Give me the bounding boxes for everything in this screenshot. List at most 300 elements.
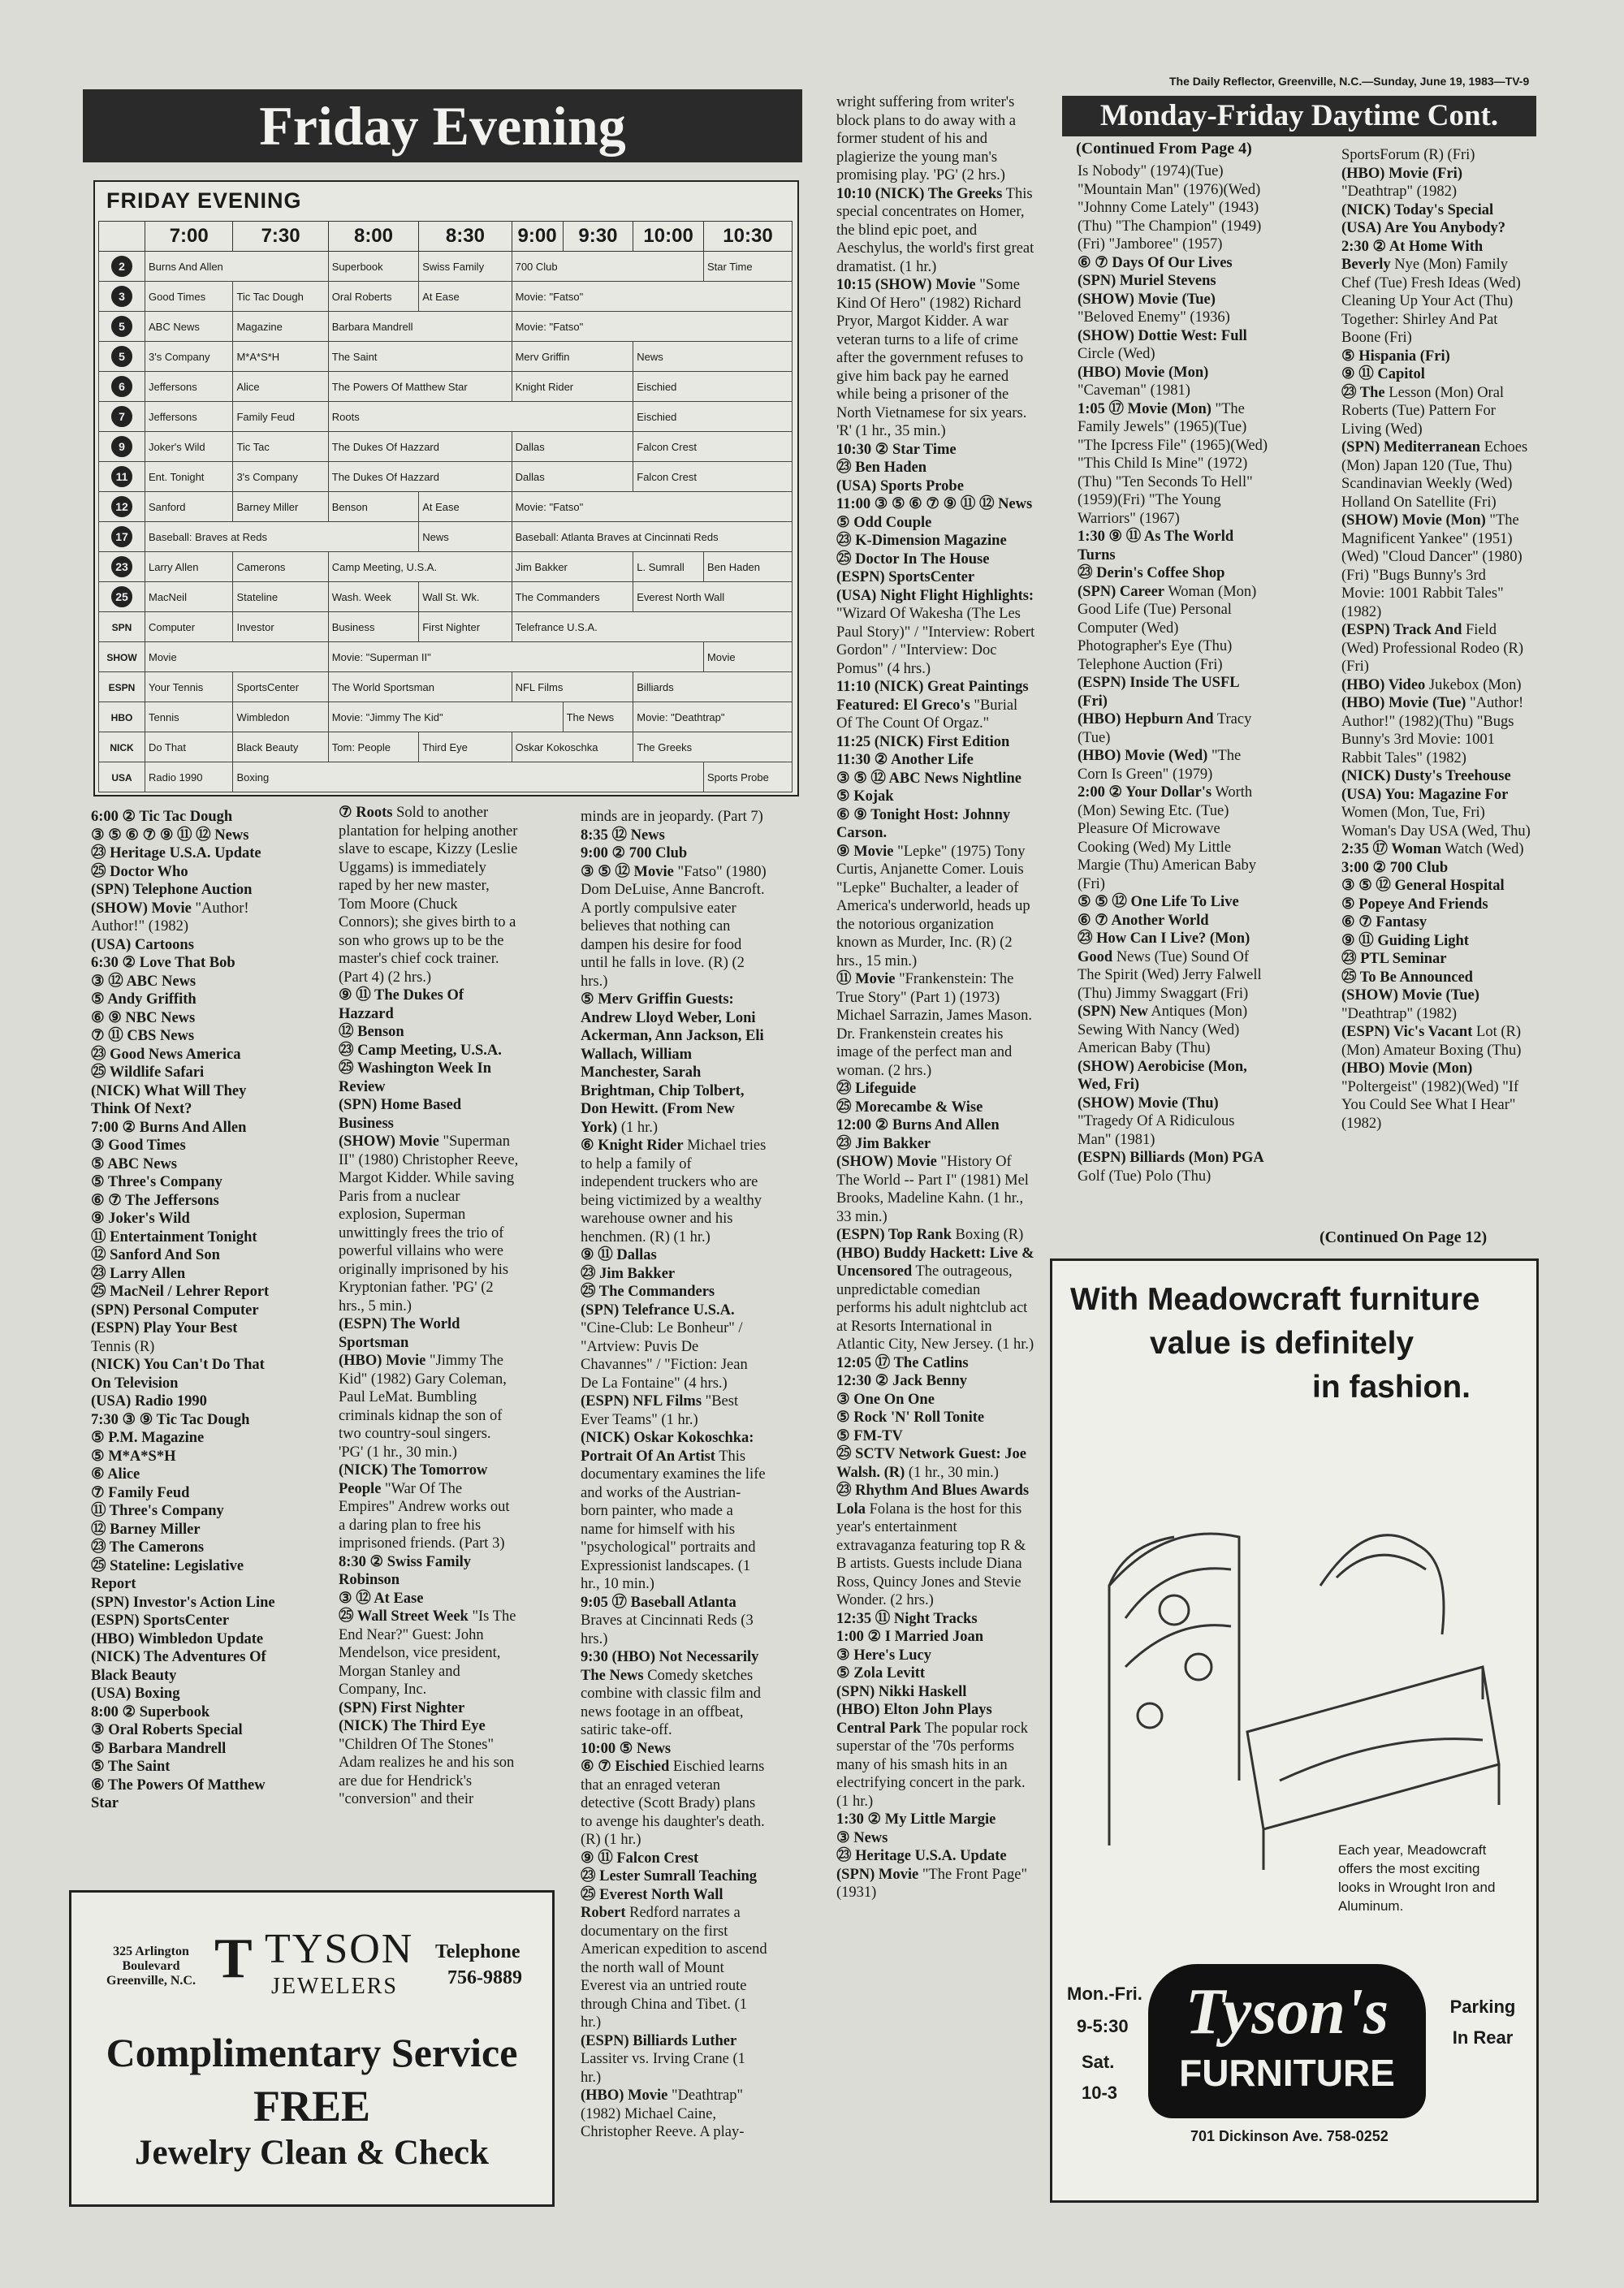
listing-title: ⑥ ⑦ Another World — [1078, 912, 1209, 929]
listing-entry: (ESPN) NFL Films "Best Ever Teams" (1 hr.) — [581, 1393, 739, 1428]
listing-title: 1:30 ⑨ ⑪ As The World Turns — [1078, 529, 1234, 563]
listing-entry — [339, 986, 519, 1023]
listing-entry: ㉓ How Can I Live? (Mon) Good News (Tue) Sound Of The Spirit (Wed) Jerry Falwell (Thu) Jimmy Swaggart (Fri) — [1078, 930, 1262, 1002]
listing-entry — [91, 1356, 276, 1392]
listing-entry — [1341, 365, 1532, 384]
listing-entry — [836, 568, 1035, 587]
listing-title: ③ Oral Roberts Special — [91, 1722, 243, 1738]
listing-title: (ESPN) SportsCenter — [836, 569, 975, 585]
channel-label: NICK — [110, 741, 134, 753]
listing-entry — [836, 514, 1035, 533]
channel-label: 2 — [111, 256, 132, 277]
listing-entry — [836, 1610, 1035, 1629]
program-cell: Swiss Family — [419, 252, 512, 282]
listing-title: (SPN) Nikki Haskell — [836, 1683, 967, 1700]
listing-title: ㉕ The Commanders — [581, 1284, 715, 1300]
listing-entry — [836, 1135, 1035, 1154]
listing-title: (NICK) The Tomorrow People — [339, 1462, 488, 1497]
program-cell: Baseball: Braves at Reds — [145, 522, 419, 552]
program-cell: Superbook — [328, 252, 418, 282]
grid-row — [99, 462, 793, 492]
time-header: 10:00 — [633, 222, 704, 252]
program-cell: Ben Haden — [703, 552, 792, 582]
channel-cell — [99, 252, 145, 282]
listing-title: ㉓ Ben Haden — [836, 460, 927, 476]
listing-title: (SHOW) Movie (Mon) — [1341, 512, 1486, 529]
grid-row — [99, 432, 793, 462]
program-cell: 700 Club — [512, 252, 703, 282]
listing-entry — [91, 1046, 276, 1064]
program-cell: Movie: "Deathtrap" — [633, 702, 793, 732]
program-cell: Dallas — [512, 462, 633, 492]
listing-entry: (SHOW) Movie (Tue) "Beloved Enemy" (1936) — [1078, 291, 1230, 326]
listing-entry — [91, 1466, 276, 1484]
listing-title: ㉓ Jim Bakker — [836, 1135, 931, 1152]
listing-title: ③ ⑤ ⑥ ⑦ ⑨ ⑪ ⑫ News — [91, 827, 249, 844]
grid-row — [99, 702, 793, 732]
listing-entry: (HBO) Hepburn And Tracy (Tue) — [1078, 711, 1252, 746]
listing-title: (HBO) Wimbledon Update — [91, 1630, 264, 1647]
ad-headline-3: in fashion. — [1312, 1370, 1471, 1405]
listing-title: (USA) Sports Probe — [836, 477, 964, 494]
program-cell: Jeffersons — [145, 402, 233, 432]
listing-entry: (SPN) Mediterranean Echoes (Mon) Japan 120 (Tue, Thu) Scandinavian Weekly (Wed) Holland On Satellite (Fri) — [1341, 439, 1528, 511]
listing-entry — [91, 1685, 276, 1703]
program-cell: Dallas — [512, 432, 633, 462]
listing-entry — [91, 991, 276, 1009]
program-cell: Camerons — [233, 552, 328, 582]
listing-title: 9:30 (HBO) Not Necessarily The News — [581, 1649, 759, 1684]
listing-title: ㉓ How Can I Live? (Mon) Good — [1078, 930, 1250, 965]
listing-title: ㉓ Lester Sumrall Teaching — [581, 1868, 758, 1884]
listing-title: ㉓ The Camerons — [91, 1539, 205, 1556]
listing-entry — [1341, 896, 1532, 914]
listing-title: ⑦ Roots — [339, 805, 393, 821]
listing-entry: minds are in jeopardy. (Part 7) — [581, 809, 763, 825]
listing-entry: ⑤ Merv Griffin Guests: Andrew Lloyd Weber, Loni Ackerman, Ann Jackson, Eli Wallach, William Manchester, Sarah Brightman, Chip Tolbert, Don Hewitt. (From New York) (1 hr.) — [581, 991, 764, 1136]
listing-title: 10:00 ⑤ News — [581, 1740, 672, 1757]
listing-title: (SPN) Investor's Action Line — [91, 1594, 275, 1611]
program-cell: The Dukes Of Hazzard — [328, 432, 512, 462]
program-cell: Alice — [233, 372, 328, 402]
listing-title: ㉕ Morecambe & Wise — [836, 1099, 983, 1116]
program-cell: Burns And Allen — [145, 252, 329, 282]
listing-title: ⑤ Popeye And Friends — [1341, 896, 1488, 913]
hours-sat: Sat. — [1082, 2052, 1115, 2072]
listing-entry: (ESPN) Billiards (Mon) PGA Golf (Tue) Polo (Thu) — [1078, 1150, 1264, 1185]
listing-title: (HBO) Movie (Wed) — [1078, 748, 1208, 764]
program-cell: Star Time — [703, 252, 792, 282]
listing-entry: SportsForum (R) (Fri) — [1341, 147, 1475, 163]
listing-title: ③ One On One — [836, 1391, 935, 1408]
listing-entry — [91, 1246, 276, 1265]
program-cell: Sports Probe — [703, 762, 792, 792]
listing-entry — [836, 1116, 1035, 1135]
program-cell: Wash. Week — [328, 582, 418, 612]
listing-title: (SHOW) Movie (Tue) — [1341, 987, 1479, 1004]
listing-entry: 2:35 ⑰ Woman Watch (Wed) — [1341, 841, 1524, 857]
listing-entry — [836, 1080, 1035, 1099]
listing-title: (SPN) Career — [1078, 583, 1165, 600]
listing-entry — [581, 827, 767, 845]
listing-title: ⑤ Andy Griffith — [91, 991, 197, 1008]
listing-title: (SPN) First Nighter — [339, 1699, 465, 1716]
listing-entry — [91, 1448, 276, 1466]
listing-title: (SPN) Personal Computer — [91, 1302, 259, 1319]
program-cell: The Commanders — [512, 582, 633, 612]
channel-cell — [99, 492, 145, 522]
listing-title: 6:30 ② Love That Bob — [91, 955, 235, 971]
listing-entry — [91, 1155, 276, 1174]
program-cell: First Nighter — [419, 612, 512, 642]
listing-title: ⑨ ⑪ The Dukes Of Hazzard — [339, 987, 464, 1022]
listing-title: ㉕ Wildlife Safari — [91, 1064, 205, 1081]
listing-entry — [91, 881, 276, 900]
listing-title: 7:00 ② Burns And Allen — [91, 1119, 247, 1136]
listing-title: ③ Here's Lucy — [836, 1647, 931, 1664]
furniture-address: 701 Dickinson Ave. 758-0252 — [1190, 2128, 1389, 2144]
listing-entry — [1078, 254, 1271, 273]
listing-title: 2:35 ⑰ Woman — [1341, 841, 1442, 857]
ad-free: FREE — [253, 2082, 371, 2130]
grid-row — [99, 372, 793, 402]
parking-note: Parking In Rear — [1449, 1997, 1516, 2048]
listing-title: ⑪ Entertainment Tonight — [91, 1228, 257, 1245]
friday-banner: Friday Evening — [83, 89, 802, 162]
grid-title: FRIDAY EVENING — [106, 188, 302, 213]
listing-entry — [1078, 564, 1271, 583]
listing-entry: ㉓ Rhythm And Blues Awards Lola Folana is the host for this year's entertainment extravaganza featuring top R & B artists. Guests include Diana Ross, Quincy Jones and Stevie Wonder. (2 hrs.) — [836, 1483, 1030, 1608]
listing-title: ③ ⑤ ⑫ Movie — [581, 863, 674, 880]
listing-entry — [1078, 272, 1271, 291]
listing-title: ⑫ Barney Miller — [91, 1521, 201, 1538]
ad-headline-1: With Meadowcraft furniture — [1070, 1282, 1480, 1317]
listing-title: (SPN) Home Based Business — [339, 1097, 462, 1132]
program-cell: Your Tennis — [145, 672, 233, 702]
listing-title: (ESPN) Play Your Best — [91, 1320, 238, 1336]
listing-entry — [91, 1064, 276, 1082]
listing-title: (USA) Are You Anybody? — [1341, 220, 1506, 236]
listing-entry — [1341, 932, 1532, 951]
listing-entry — [581, 1246, 767, 1265]
time-header: 8:30 — [419, 222, 512, 252]
program-cell: Sanford — [145, 492, 233, 522]
listing-title: ⑤ Three's Company — [91, 1174, 222, 1190]
program-cell: Movie — [145, 642, 329, 672]
time-header: 10:30 — [703, 222, 792, 252]
listing-title: (ESPN) Vic's Vacant — [1341, 1024, 1473, 1040]
listing-title: 2:00 ② Your Dollar's — [1078, 784, 1212, 801]
listing-title: ⑤ Merv Griffin Guests: Andrew Lloyd Weber, Loni Ackerman, Ann Jackson, Eli Wallach, William Manchester, Sarah Brightman, Chip Tolbert, Don Hewitt. (From New York) — [581, 991, 764, 1136]
listing-entry — [91, 1192, 276, 1211]
program-cell: Investor — [233, 612, 328, 642]
listing-entry — [91, 1228, 276, 1247]
friday-grid — [93, 180, 799, 796]
tyson-logo-icon: T — [214, 1928, 253, 1990]
listing-entry — [91, 1429, 276, 1448]
listing-title: ⑨ ⑪ Dallas — [581, 1247, 657, 1263]
listing-entry: 2:30 ② At Home With Beverly Nye (Mon) Family Chef (Tue) Fresh Ideas (Wed) Cleaning Up Your Act (Thu) Together: Shirley And Pat Boone (Fri) — [1341, 238, 1521, 346]
listing-entry — [91, 1302, 276, 1320]
listing-entry — [836, 1354, 1035, 1373]
listing-entry — [836, 1829, 1035, 1848]
listing-title: (NICK) The Third Eye — [339, 1718, 486, 1734]
listing-title: ⑪ Three's Company — [91, 1503, 224, 1519]
listing-title: (HBO) Movie (Tue) — [1341, 695, 1466, 711]
program-cell: The News — [563, 702, 633, 732]
listing-title: ⑨ ⑪ Capitol — [1341, 366, 1425, 382]
time-header: 7:30 — [233, 222, 328, 252]
ad-phone: 756-9889 — [447, 1967, 522, 1988]
listing-entry — [91, 1594, 276, 1612]
listings-col-1 — [91, 808, 276, 1813]
listing-title: (HBO) Movie — [339, 1353, 426, 1369]
listing-entry: (SHOW) Movie "Superman II" (1980) Christopher Reeve, Margot Kidder. While saving Paris from a nuclear explosion, Superman unwittingly frees the trio of powerful villains who were originally imprisoned by his Kryptonian father. 'PG' (2 hrs., 5 min.) — [339, 1133, 519, 1315]
listing-entry — [91, 1776, 276, 1813]
listing-entry — [91, 1392, 276, 1411]
program-cell: Billiards — [633, 672, 793, 702]
listing-title: (SHOW) Movie (Tue) — [1078, 291, 1216, 308]
listing-entry: (HBO) Movie (Mon) "Poltergeist" (1982)(Wed) "If You Could See What I Hear" (1982) — [1341, 1060, 1519, 1132]
ad-blurb: Each year, Meadowcraft offers the most exciting looks in Wrought Iron and Aluminum. — [1338, 1842, 1496, 1914]
listing-entry: ⑪ Movie "Frankenstein: The True Story" (Part 1) (1973) Michael Sarrazin, James Mason. Dr. Frankenstein creates his image of the perfect man and woman. (2 hrs.) — [836, 971, 1032, 1079]
listing-title: 10:15 (SHOW) Movie — [836, 277, 976, 293]
channel-cell — [99, 402, 145, 432]
listing-entry — [91, 808, 276, 827]
ad-phone-label: Telephone — [435, 1941, 520, 1962]
program-cell: News — [633, 342, 793, 372]
listing-title: (SPN) Telefrance U.S.A. — [581, 1302, 735, 1319]
program-cell: Ent. Tonight — [145, 462, 233, 492]
program-cell: Oral Roberts — [328, 282, 418, 312]
program-cell: Third Eye — [419, 732, 512, 762]
listing-entry — [836, 1847, 1035, 1866]
program-cell: Telefrance U.S.A. — [512, 612, 792, 642]
listing-entry — [836, 459, 1035, 477]
program-cell: Movie: "Fatso" — [512, 282, 792, 312]
listing-entry: 9:05 ⑰ Baseball Atlanta Braves at Cincinnati Reds (3 hrs.) — [581, 1594, 754, 1647]
grid-row — [99, 552, 793, 582]
listing-entry: (SHOW) Movie (Mon) "The Magnificent Yankee" (1951)(Wed) "Cloud Dancer" (1980)(Fri) "Bugs Bunny's 3rd Movie: 1001 Rabbit Tales" (1982) — [1341, 512, 1522, 620]
listing-entry — [91, 1411, 276, 1430]
listing-title: 8:00 ② Superbook — [91, 1703, 210, 1720]
listing-entry: (ESPN) Billiards Luther Lassiter vs. Irving Crane (1 hr.) — [581, 2032, 745, 2086]
listing-title: 1:05 ⑰ Movie (Mon) — [1078, 400, 1212, 417]
running-head: The Daily Reflector, Greenville, N.C.—Sunday, June 19, 1983—TV-9 — [1169, 75, 1530, 88]
furniture-logo — [1148, 1964, 1426, 2118]
channel-label: SHOW — [106, 651, 137, 663]
listing-entry — [1341, 767, 1532, 786]
listing-title: ㉓ Good News America — [91, 1046, 241, 1063]
listing-entry — [1341, 219, 1532, 238]
listing-title: (SPN) Mediterranean — [1341, 439, 1481, 455]
listing-title: 7:30 ③ ⑨ Tic Tac Dough — [91, 1411, 250, 1428]
listing-entry — [339, 1590, 519, 1608]
listing-entry: Is Nobody" (1974)(Tue) "Mountain Man" (1976)(Wed) "Johnny Come Lately" (1943)(Thu) "The Champion" (1949)(Fri) "Jamboree" (1957) — [1078, 163, 1262, 253]
listing-entry — [1341, 950, 1532, 969]
channel-cell — [99, 282, 145, 312]
listing-entry: (SHOW) Movie (Tue) "Deathtrap" (1982) — [1341, 987, 1479, 1022]
listing-entry: (USA) You: Magazine For Women (Mon, Tue, Fri) Woman's Day USA (Wed, Thu) — [1341, 786, 1531, 840]
listing-entry: (SHOW) Dottie West: Full Circle (Wed) — [1078, 327, 1247, 362]
listing-title: (ESPN) The World Sportsman — [339, 1316, 460, 1351]
listing-entry: (NICK) Oskar Kokoschka: Portrait Of An Artist This documentary examines the life and works of the Austrian-born painter, who made a name for himself with his "psychological" portraits and Expressionist landscapes. (1 hr., 10 min.) — [581, 1430, 766, 1592]
listing-entry: (ESPN) Play Your Best Tennis (R) — [91, 1320, 238, 1355]
listing-title: ⑤ P.M. Magazine — [91, 1430, 205, 1446]
listing-entry: (SPN) Career Woman (Mon) Good Life (Tue) Personal Computer (Wed) Photographer's Eye (Thu) Telephone Auction (Fri) — [1078, 583, 1257, 673]
program-cell: Family Feud — [233, 402, 328, 432]
listing-entry — [836, 1099, 1035, 1117]
program-cell: MacNeil — [145, 582, 233, 612]
continued-from: (Continued From Page 4) — [1076, 140, 1252, 158]
program-cell: Tom: People — [328, 732, 418, 762]
channel-label: 6 — [111, 376, 132, 397]
listing-title: (SPN) Muriel Stevens — [1078, 273, 1216, 289]
program-cell: Eischied — [633, 372, 793, 402]
listing-entry: (HBO) Movie (Fri) "Deathtrap" (1982) — [1341, 165, 1462, 200]
grid-row — [99, 642, 793, 672]
listing-entry — [1341, 913, 1532, 932]
program-cell: Baseball: Atlanta Braves at Cincinnati Reds — [512, 522, 792, 552]
listing-title: ⑥ ⑦ The Jeffersons — [91, 1192, 219, 1209]
listing-entry — [581, 1265, 767, 1284]
program-cell: L. Sumrall — [633, 552, 704, 582]
listing-entry: (SHOW) Movie "History Of The World -- Part I" (1981) Mel Brooks, Madeline Kahn. (1 hr., 33 min.) — [836, 1154, 1029, 1225]
listing-entry: (SPN) New Antiques (Mon) Sewing With Nancy (Wed) American Baby (Thu) — [1078, 1004, 1248, 1056]
listing-entry — [836, 495, 1035, 514]
program-cell: Movie — [703, 642, 792, 672]
program-cell: At Ease — [419, 492, 512, 522]
time-header: 7:00 — [145, 222, 233, 252]
listing-entry — [836, 1683, 1035, 1702]
listing-entry: (HBO) Movie (Tue) "Author! Author!" (1982)(Thu) "Bugs Bunny's 3rd Movie: 1001 Rabbit Tales" (1982) — [1341, 695, 1524, 766]
listing-entry: ㉕ Wall Street Week "Is The End Near?" Guest: John Mendelson, vice president, Morgan Stanley and Company, Inc. — [339, 1608, 516, 1698]
listing-entry: 1:05 ⑰ Movie (Mon) "The Family Jewels" (1965)(Tue) "The Ipcress File" (1965)(Wed) "This Child Is Mine" (1972)(Thu) "Ten Seconds To Hell" (1959)(Fri) "The Young Warriors" (1967) — [1078, 400, 1268, 527]
channel-cell — [99, 462, 145, 492]
listing-entry — [1078, 1058, 1271, 1094]
listing-title: ㉕ To Be Announced — [1341, 969, 1473, 986]
listing-entry: ⑨ Movie "Lepke" (1975) Tony Curtis, Anjanette Comer. Louis "Lepke" Buchalter, a leader of America's underworld, heads up the notorious organization known as Murder, Inc. (R) (2 hrs., 15 min.) — [836, 843, 1030, 969]
channel-label: USA — [111, 771, 132, 784]
program-cell: Everest North Wall — [633, 582, 793, 612]
listing-entry — [836, 733, 1035, 752]
listing-title: ㉓ Heritage U.S.A. Update — [836, 1848, 1007, 1864]
listing-entry — [91, 1721, 276, 1740]
listing-entry — [91, 1137, 276, 1155]
listing-title: ㉕ SCTV Network Guest: Joe Walsh. (R) — [836, 1446, 1026, 1481]
listing-entry — [1078, 674, 1271, 710]
ad-headline: Complimentary Service — [106, 2030, 518, 2075]
listing-entry — [836, 1427, 1035, 1446]
listing-title: (NICK) The Adventures Of Black Beauty — [91, 1649, 266, 1684]
listing-entry — [91, 827, 276, 845]
program-cell: Radio 1990 — [145, 762, 233, 792]
listing-title: (NICK) Dusty's Treehouse — [1341, 768, 1511, 784]
listing-entry: (SHOW) Movie "Author! Author!" (1982) — [91, 900, 249, 935]
listing-title: (ESPN) Inside The USFL (Fri) — [1078, 675, 1239, 710]
listing-entry: (HBO) Buddy Hackett: Live & Uncensored The outrageous, unpredictable comedian performs his adult nightclub act at Resorts International in Atlantic City, New Jersey. (1 hr.) — [836, 1245, 1034, 1353]
channel-cell — [99, 612, 145, 642]
listing-title: 11:10 (NICK) Great Paintings Featured: El Greco's — [836, 679, 1029, 714]
listing-entry — [836, 477, 1035, 496]
listing-entry — [91, 1630, 276, 1649]
listing-title: (HBO) Elton John Plays Central Park — [836, 1702, 992, 1737]
listing-entry — [836, 1664, 1035, 1683]
channel-cell — [99, 582, 145, 612]
program-cell: Benson — [328, 492, 418, 522]
listing-title: 12:00 ② Burns And Allen — [836, 1117, 1000, 1133]
channel-label: 11 — [111, 466, 132, 487]
listing-entry: ③ ⑤ ⑫ Movie "Fatso" (1980) Dom DeLuise, Anne Bancroft. A portly compulsive eater believes that nothing can dampen his desire for food until he falls in love. (R) (2 hrs.) — [581, 863, 767, 990]
listing-title: ⑨ Movie — [836, 843, 894, 860]
time-header: 9:30 — [563, 222, 633, 252]
listing-title: 9:00 ② 700 Club — [581, 845, 688, 861]
listing-title: ㉕ Stateline: Legislative Report — [91, 1557, 244, 1592]
listing-entry — [581, 1740, 767, 1759]
listing-entry: (SPN) Telefrance U.S.A. "Cine-Club: Le Bonheur" / "Artview: Puvis De Chavannes" / "Fiction: Jean De La Fontaine" (4 hrs.) — [581, 1302, 748, 1392]
listing-title: (SHOW) Movie — [91, 900, 192, 917]
listing-title: ③ ⑤ ⑫ ABC News Nightline — [836, 770, 1021, 787]
program-cell: Magazine — [233, 312, 328, 342]
channel-cell — [99, 702, 145, 732]
listing-entry: (USA) Night Flight Highlights: "Wizard Of Wakesha (The Les Paul Story)" / "Interview: Robert Gordon" / "Interview: Doc Pomus" (4 hrs.) — [836, 587, 1035, 677]
patio-furniture-illustration — [1077, 1423, 1515, 1878]
program-cell: Movie: "Fatso" — [512, 312, 792, 342]
listing-title: (NICK) Oskar Kokoschka: Portrait Of An Artist — [581, 1430, 754, 1465]
listing-title: 1:30 ② My Little Margie — [836, 1811, 996, 1828]
listing-title: ⑨ ⑪ Guiding Light — [1341, 932, 1469, 949]
listing-entry: (HBO) Movie "Deathtrap" (1982) Michael Caine, Christopher Reeve. A play- — [581, 2087, 745, 2140]
listing-title: ㉕ Everest North Wall Robert — [581, 1886, 723, 1921]
channel-label: 23 — [111, 556, 132, 577]
listing-title: 3:00 ② 700 Club — [1341, 859, 1449, 876]
listing-title: ㉕ MacNeil / Lehrer Report — [91, 1284, 270, 1300]
listing-title: (ESPN) Top Rank — [836, 1227, 952, 1243]
listings-col-6 — [1341, 146, 1532, 1133]
listing-title: ⑤ ⑤ ⑫ One Life To Live — [1078, 894, 1239, 910]
listing-title: (HBO) Movie (Mon) — [1341, 1060, 1473, 1077]
listing-entry — [91, 954, 276, 973]
listing-title: 2:30 ② At Home With Beverly — [1341, 238, 1484, 273]
program-cell: Larry Allen — [145, 552, 233, 582]
channel-label: SPN — [111, 621, 132, 633]
program-cell: The Greeks — [633, 732, 793, 762]
grid-row — [99, 402, 793, 432]
listing-title: (HBO) Movie (Mon) — [1078, 364, 1209, 381]
listing-entry — [836, 532, 1035, 550]
listing-entry — [836, 1628, 1035, 1647]
listing-title: ⑤ Zola Levitt — [836, 1665, 926, 1681]
continued-on: (Continued On Page 12) — [1320, 1228, 1488, 1246]
listing-entry: ⑦ Roots Sold to another plantation for helping another slave to escape, Kizzy (Leslie Uggams) is immediately raped by her new master, Tom Moore (Chuck Connors); she gives birth to a son who grows up to be the master's chief cock trainer. (Part 4) (2 hrs.) — [339, 805, 518, 986]
listing-title: ㉓ The — [1341, 384, 1385, 401]
listing-entry — [836, 441, 1035, 460]
listing-title: ㉓ K-Dimension Magazine — [836, 533, 1007, 549]
program-cell: ABC News — [145, 312, 233, 342]
listing-title: 12:35 ⑪ Night Tracks — [836, 1610, 978, 1627]
listing-entry: 9:30 (HBO) Not Necessarily The News Comedy sketches combine with classic film and news footage in an offbeat, satiric take-off. — [581, 1649, 761, 1738]
hours-time: 9-5:30 — [1077, 2016, 1129, 2036]
grid-row — [99, 522, 793, 552]
program-cell: Tic Tac — [233, 432, 328, 462]
channel-cell — [99, 312, 145, 342]
listing-entry — [836, 550, 1035, 569]
listing-title: 12:05 ⑰ The Catlins — [836, 1354, 969, 1371]
hours-days: Mon.-Fri. — [1067, 1984, 1142, 2004]
listing-title: 8:35 ⑫ News — [581, 827, 665, 844]
program-cell: Boxing — [233, 762, 704, 792]
program-cell: Movie: "Superman II" — [328, 642, 703, 672]
